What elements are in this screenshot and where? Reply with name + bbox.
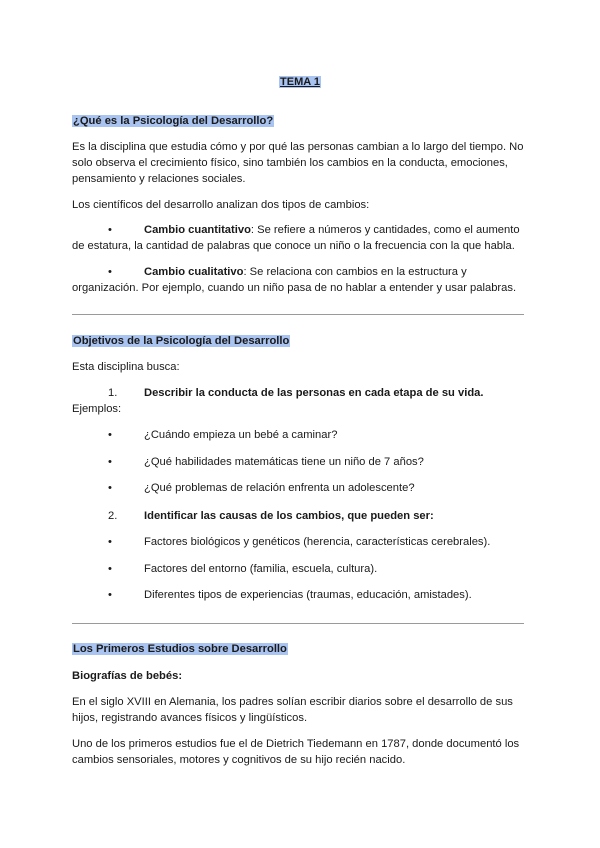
list-item-continuation: organización. Por ejemplo, cuando un niño pasa de no hablar a entender y usar palabras. [72, 282, 517, 294]
term-label: Cambio cualitativo [144, 266, 244, 278]
paragraph-line: Es la disciplina que estudia cómo y por qué las personas cambian a lo largo del tiempo. No [72, 141, 524, 153]
horizontal-divider [72, 623, 524, 624]
paragraph: Esta disciplina busca: [72, 361, 180, 373]
paragraph-line: solo observa el crecimiento físico, sino también los cambios en la conducta, emociones, [72, 157, 508, 169]
paragraph-line: pensamiento y relaciones sociales. [72, 173, 246, 185]
list-item: Cambio cuantitativo: Se refiere a números y cantidades, como el aumento [144, 224, 520, 236]
bullet-icon: • [108, 536, 112, 548]
list-number: 1. [108, 387, 118, 399]
bullet-icon: • [108, 589, 112, 601]
paragraph-line: Uno de los primeros estudios fue el de Dietrich Tiedemann en 1787, donde documentó los [72, 738, 520, 750]
section-heading-estudios: Los Primeros Estudios sobre Desarrollo [73, 643, 287, 655]
paragraph-line: cambios sensoriales, motores y cognitivos de su hijo recién nacido. [72, 754, 406, 766]
list-item: Diferentes tipos de experiencias (traumas, educación, amistades). [144, 589, 472, 601]
list-number: 2. [108, 510, 118, 522]
bullet-icon: • [108, 456, 112, 468]
bullet-icon: • [108, 563, 112, 575]
page-title: TEMA 1 [280, 76, 320, 88]
bullet-icon: • [108, 266, 112, 278]
paragraph-line: hijos, registrando avances físicos y lingüísticos. [72, 712, 308, 724]
list-item: Factores biológicos y genéticos (herencia, características cerebrales). [144, 536, 491, 548]
list-item-continuation: de estatura, la cantidad de palabras que conoce un niño o la frecuencia con la que habla. [72, 240, 515, 252]
subheading: Biografías de bebés: [72, 670, 183, 682]
term-label: Cambio cuantitativo [144, 224, 251, 236]
horizontal-divider [72, 314, 524, 315]
numbered-item: Describir la conducta de las personas en cada etapa de su vida. [144, 387, 484, 399]
bullet-icon: • [108, 224, 112, 236]
numbered-item: Identificar las causas de los cambios, que pueden ser: [144, 510, 434, 522]
paragraph-line: En el siglo XVIII en Alemania, los padres solían escribir diarios sobre el desarrollo de sus [72, 696, 513, 708]
paragraph: Ejemplos: [72, 403, 122, 415]
paragraph: Los científicos del desarrollo analizan dos tipos de cambios: [72, 199, 370, 211]
list-item: ¿Qué problemas de relación enfrenta un adolescente? [144, 482, 415, 494]
section-heading-psicologia: ¿Qué es la Psicología del Desarrollo? [73, 115, 274, 127]
bullet-icon: • [108, 482, 112, 494]
list-item: Factores del entorno (familia, escuela, cultura). [144, 563, 378, 575]
list-item: ¿Cuándo empieza un bebé a caminar? [144, 429, 338, 441]
bullet-icon: • [108, 429, 112, 441]
list-item: ¿Qué habilidades matemáticas tiene un niño de 7 años? [144, 456, 424, 468]
list-item: Cambio cualitativo: Se relaciona con cambios en la estructura y [144, 266, 467, 278]
section-heading-objetivos: Objetivos de la Psicología del Desarrollo [73, 335, 290, 347]
